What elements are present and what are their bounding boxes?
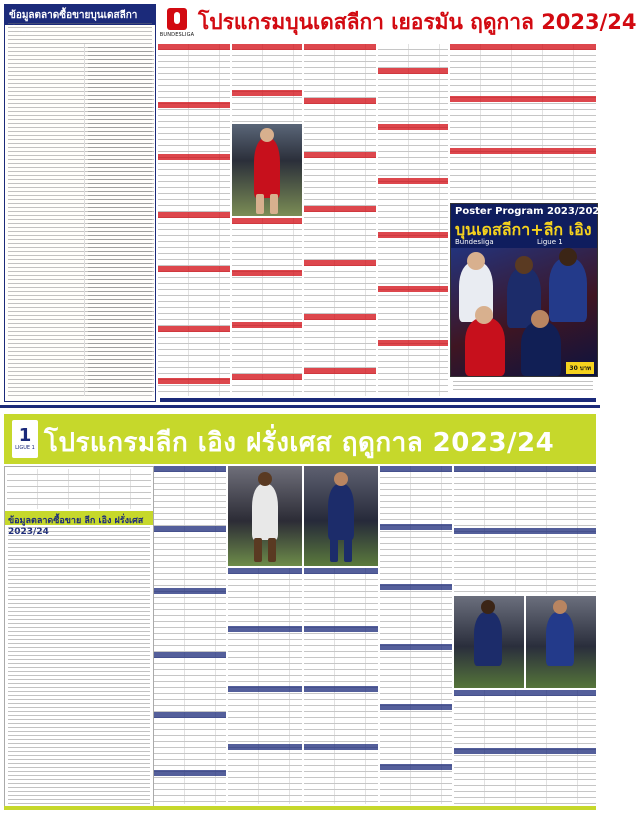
ligue1-page-title: โปรแกรมลีก เอิง ฝรั่งเศส ฤดูกาล 2023/24: [44, 428, 555, 458]
bundesliga-schedule-col-3: [304, 44, 376, 396]
bundesliga-schedule-col-2a: [232, 44, 302, 122]
poster-label: Poster Program 2023/2024: [455, 206, 607, 217]
ligue1-footer-bar: [4, 806, 596, 810]
ligue1-player-photo-1: [228, 466, 302, 566]
ligue1-logo-number: 1: [18, 425, 32, 446]
ligue1-player-photo-2: [304, 466, 378, 566]
ligue1-news-heading: ข้อมูลตลาดซื้อขาย ลีก เอิง ฝรั่งเศส 2023/24: [5, 511, 153, 525]
bundesliga-schedule-col-1: [158, 44, 230, 396]
ligue1-schedule-col-3: [304, 568, 378, 804]
poster-program-ad: [450, 203, 607, 377]
ligue1-player-photo-4: [526, 596, 596, 688]
bundesliga-logo-text: BUNDESLIGA: [159, 32, 195, 38]
poster-season: 2023/2024: [547, 206, 607, 217]
ligue1-schedule-col-5b: [454, 690, 596, 804]
bundesliga-schedule-col-2b: [232, 218, 302, 396]
ligue1-transfer-news: [4, 466, 154, 808]
ligue1-logo: [12, 420, 38, 458]
ligue1-schedule-col-4: [380, 466, 452, 804]
bundesliga-schedule-col-4: [378, 44, 448, 396]
bundesliga-logo: [160, 4, 194, 42]
ligue1-player-photo-3: [454, 596, 524, 688]
bundesliga-schedule-col-5: [450, 44, 596, 200]
ligue1-schedule-col-5a: [454, 466, 596, 594]
ligue1-logo-text: LIGUE 1: [15, 445, 35, 451]
ligue1-schedule-col-2: [228, 568, 302, 804]
bundesliga-page-title: โปรแกรมบุนเดสลีกา เยอรมัน ฤดูกาล 2023/24: [198, 10, 637, 34]
poster-price: 30 บาท: [566, 362, 594, 374]
bundesliga-news-heading: ข้อมูลตลาดซื้อขายบุนเดสลีกา ล่าสุด: [5, 5, 155, 25]
poster-players-photo: [451, 248, 597, 376]
ligue1-schedule-col-1: [154, 466, 226, 804]
poster-footer-text: [450, 378, 596, 396]
bundesliga-logo-icon: [167, 8, 187, 30]
bundesliga-footer-bar: [160, 398, 596, 402]
bundesliga-player-photo: [232, 124, 302, 216]
bundesliga-news-column-2: [84, 44, 157, 396]
poster-title: บุนเดสลีกา+ลีก เอิง: [455, 220, 592, 239]
poster-sub-right: Ligue 1: [537, 238, 563, 246]
poster-sub-left: Bundesliga: [455, 238, 494, 246]
